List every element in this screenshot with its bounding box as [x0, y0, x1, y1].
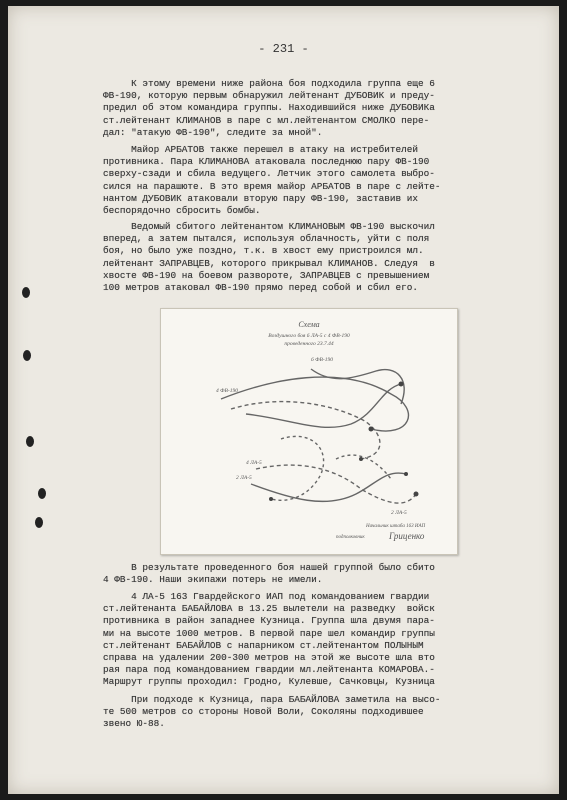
text-line: Майор АРБАТОВ также перешел в атаку на истребителей	[103, 144, 419, 155]
aircraft-marker	[404, 472, 408, 476]
aircraft-markers	[269, 382, 419, 502]
text-line: ФВ-190, которую первым обнаружил лейтенант ДУБОВИК и преду-	[103, 90, 435, 102]
scheme-subtitle-2: проведенного 23.7.44	[284, 341, 334, 347]
text-line: Маршрут группы проходил: Гродно, Кулевше, Сачковцы, Кузница	[103, 676, 435, 688]
text-line: сверху-сзади и сбила ведущего. Летчик этого самолета выбро-	[103, 168, 435, 180]
flight-path	[251, 473, 406, 501]
aircraft-marker	[414, 492, 419, 497]
paragraph-zapravtsev-kill	[103, 221, 523, 294]
document-page	[8, 6, 559, 794]
paragraph-battle-result	[103, 562, 523, 586]
battle-scheme-drawing	[161, 309, 457, 554]
page-number: - 231 -	[258, 42, 309, 56]
text-line: В результате проведенного боя нашей группой было сбито	[103, 562, 435, 573]
flight-path	[271, 436, 324, 500]
text-line: беспорядочно сбросить бомбы.	[103, 205, 261, 217]
battle-scheme-photo	[160, 308, 458, 555]
text-line: хвосте ФВ-190 на боевом развороте, ЗАПРАВЦЕВ с превышением	[103, 269, 430, 281]
text-line: ст.лейтенант КЛИМАНОВ в паре с мл.лейтенантом СМОЛКО пере-	[103, 114, 430, 126]
text-line: противника. Пара КЛИМАНОВА атаковала последнюю пару ФВ-190	[103, 156, 430, 168]
text-line: справа на удалении 200-300 метров на этой же высоте шла вто	[103, 652, 435, 664]
text-line: нантом ДУБОВИК атаковали вторую пару ФВ-190, заставив их	[103, 192, 419, 204]
paragraph-ju88-spotted	[103, 694, 523, 731]
paragraph-babaylov-recon	[103, 591, 523, 689]
text-line: ми на высоте 1000 метров. В первой паре шел командир группы	[103, 627, 435, 639]
text-line: те 500 метров со стороны Новой Воли, Соколяны подходившее	[103, 706, 424, 718]
scheme-footer-2: подполковник	[336, 535, 365, 540]
scheme-title: Схема	[298, 320, 320, 329]
scheme-label: 4 ФВ-190	[216, 388, 238, 394]
text-line: 4 ЛА-5 163 Гвардейского ИАП под командованием гвардии	[103, 591, 430, 602]
scheme-subtitle-1: Воздушного боя 6 ЛА-5 с 4 ФВ-190	[268, 333, 350, 339]
text-line: лейтенант ЗАПРАВЦЕВ, которого прикрывал КЛИМАНОВ. Следуя в	[103, 257, 435, 269]
flight-path	[256, 465, 416, 503]
text-line: К этому времени ниже района боя подходила группа еще 6	[103, 78, 435, 89]
binding-hole	[23, 350, 31, 361]
text-line: сился на парашюте. В это время майор АРБАТОВ в паре с лейте-	[103, 180, 441, 192]
flight-paths	[221, 369, 416, 503]
flight-path	[311, 369, 404, 404]
scheme-label: 6 ФВ-190	[311, 357, 333, 363]
aircraft-marker	[359, 457, 363, 461]
text-line: рая пара под командованием гвардии мл.лейтенанта КОМАРОВА.-	[103, 664, 435, 676]
scheme-label: 4 ЛА-5	[246, 460, 262, 466]
paragraph-arbatov-attack	[103, 144, 523, 217]
binding-hole	[38, 488, 46, 499]
paragraph-fw190-group	[103, 78, 523, 139]
text-line: боя, но было уже поздно, т.к. в хвост ему пристроился мл.	[103, 245, 424, 257]
text-line: ст.лейтенант БАБАЙЛОВ с напарником ст.лейтенантом ПОЛЫНЫМ	[103, 639, 424, 651]
text-line: При подходе к Кузница, пара БАБАЙЛОВА заметила на высо-	[103, 694, 441, 705]
scheme-label: 2 ЛА-5	[391, 510, 407, 516]
scheme-label: 2 ЛА-5	[236, 475, 252, 481]
binding-hole	[26, 436, 34, 447]
text-line: Ведомый сбитого лейтенантом КЛИМАНОВЫМ ФВ-190 выскочил	[103, 221, 435, 232]
binding-hole	[35, 517, 43, 528]
text-line: ст.лейтенанта БАБАЙЛОВА в 13.25 вылетели на разведку войск	[103, 603, 435, 615]
text-line: 4 ФВ-190. Наши экипажи потерь не имели.	[103, 574, 323, 586]
binding-hole	[22, 287, 30, 298]
text-line: вперед, а затем пытался, используя облачность, уйти с поля	[103, 233, 430, 245]
text-line: звено Ю-88.	[103, 718, 165, 730]
flight-path	[231, 402, 380, 459]
aircraft-marker	[399, 382, 404, 387]
scheme-footer-1: Начальник штаба 163 ИАП	[366, 524, 426, 529]
text-line: противника в район западнее Кузница. Группа шла двумя пара-	[103, 615, 435, 627]
aircraft-marker	[269, 497, 273, 501]
text-line: 100 метров атаковал ФВ-190 прямо перед собой и сбил его.	[103, 282, 419, 294]
text-line: предил об этом командира группы. Находившийся ниже ДУБОВИКа	[103, 102, 435, 114]
text-line: дал: "атакую ФВ-190", следите за мной".	[103, 126, 323, 138]
scheme-signature: Гриценко	[389, 531, 425, 541]
aircraft-marker	[369, 427, 374, 432]
